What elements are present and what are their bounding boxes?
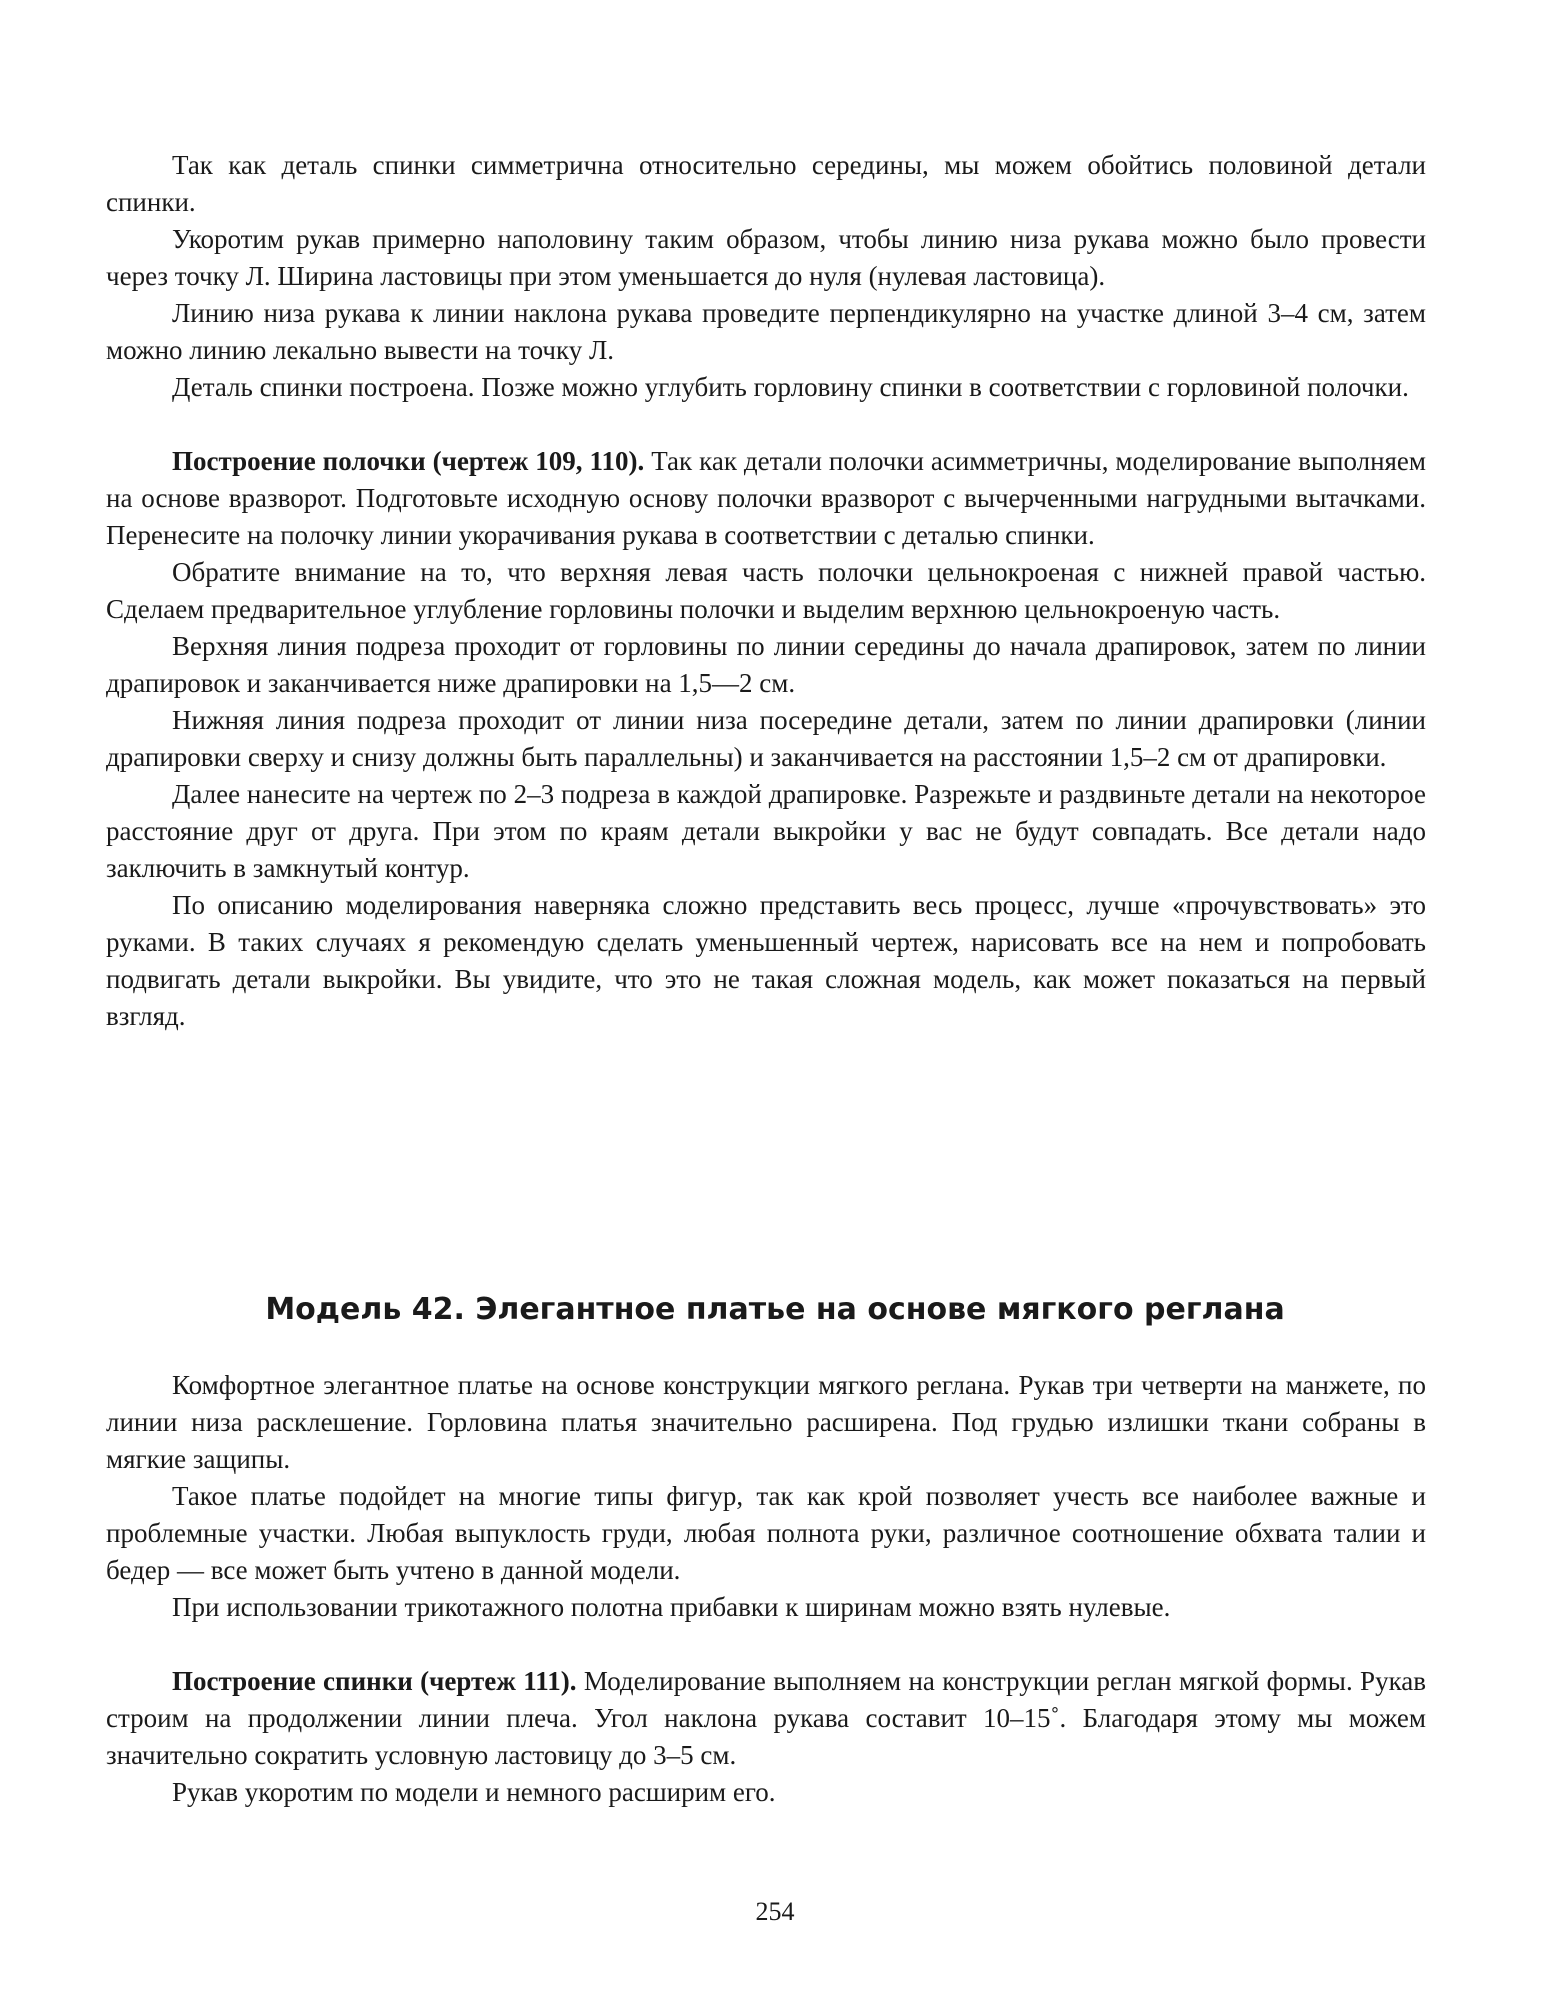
paragraph: Верхняя линия подреза проходит от горловины по линии середины до начала драпировок, затем по линии драпировок и заканчивается ниже драпировки на 1,5—2 см. [106, 631, 1426, 698]
subheading-inline: Построение полочки (чертеж 109, 110). [172, 446, 645, 476]
subheading-inline: Построение спинки (чертеж 111). [172, 1666, 577, 1696]
body-text-section-2 [106, 1367, 1426, 1811]
paragraph: Обратите внимание на то, что верхняя левая часть полочки цельнокроеная с нижней правой частью. Сделаем предварительное углубление горловины полочки и выделим верхнюю цельнокроеную часть. [106, 557, 1426, 624]
paragraph-text: Моделирование выполняем на конструкции реглан мягкой формы. Рукав строим на продолжении линии плеча. Угол наклона рукава составит 10–15˚. Благодаря этому мы можем значительно сократить условную ластовицу до 3–5 см. [106, 1666, 1427, 1770]
paragraph: Деталь спинки построена. Позже можно углубить горловину спинки в соответствии с горловиной полочки. [172, 372, 1409, 402]
paragraph: Такое платье подойдет на многие типы фигур, так как крой позволяет учесть все наиболее важные и проблемные участки. Любая выпуклость груди, любая полнота руки, различное соотношение обхвата талии и бедер — все может быть учтено в данной модели. [106, 1481, 1426, 1585]
body-text-section-1 [106, 147, 1426, 1035]
page-number: 254 [755, 1897, 795, 1926]
paragraph: Рукав укоротим по модели и немного расширим его. [172, 1777, 776, 1807]
paragraph: Далее нанесите на чертеж по 2–3 подреза в каждой драпировке. Разрежьте и раздвиньте детали на некоторое расстояние друг от друга. При этом по краям детали выкройки у вас не будут совпадать. Все детали надо заключить в замкнутый контур. [106, 779, 1426, 883]
paragraph: Укоротим рукав примерно наполовину таким образом, чтобы линию низа рукава можно было провести через точку Л. Ширина ластовицы при этом уменьшается до нуля (нулевая ластовица). [106, 224, 1426, 291]
paragraph: Нижняя линия подреза проходит от линии низа посередине детали, затем по линии драпировки (линии драпировки сверху и снизу должны быть параллельны) и заканчивается на расстоянии 1,5–2 см от драпировки. [106, 705, 1426, 772]
section-heading: Модель 42. Элегантное платье на основе мягкого реглана [265, 1292, 1285, 1327]
paragraph-front-construction [106, 443, 1426, 554]
paragraph: При использовании трикотажного полотна прибавки к ширинам можно взять нулевые. [172, 1592, 1171, 1622]
paragraph-text: Так как детали полочки асимметричны, моделирование выполняем на основе вразворот. Подготовьте исходную основу полочки вразворот с вычерченными нагрудными вытачками. Перенесите на полочку линии укорачивания рукава в соответствии с деталью спинки. [106, 446, 1427, 550]
paragraph: Линию низа рукава к линии наклона рукава проведите перпендикулярно на участке длиной 3–4 см, затем можно линию лекально вывести на точку Л. [106, 298, 1426, 365]
paragraph: Так как деталь спинки симметрична относительно середины, мы можем обойтись половиной детали спинки. [106, 150, 1426, 217]
paragraph: По описанию моделирования наверняка сложно представить весь процесс, лучше «прочувствовать» это руками. В таких случаях я рекомендую сделать уменьшенный чертеж, нарисовать все на нем и попробовать подвигать детали выкройки. Вы увидите, что это не такая сложная модель, как может показаться на первый взгляд. [106, 890, 1426, 1031]
paragraph: Комфортное элегантное платье на основе конструкции мягкого реглана. Рукав три четверти на манжете, по линии низа расклешение. Горловина платья значительно расширена. Под грудью излишки ткани собраны в мягкие защипы. [106, 1370, 1426, 1474]
paragraph-back-construction [106, 1663, 1426, 1774]
